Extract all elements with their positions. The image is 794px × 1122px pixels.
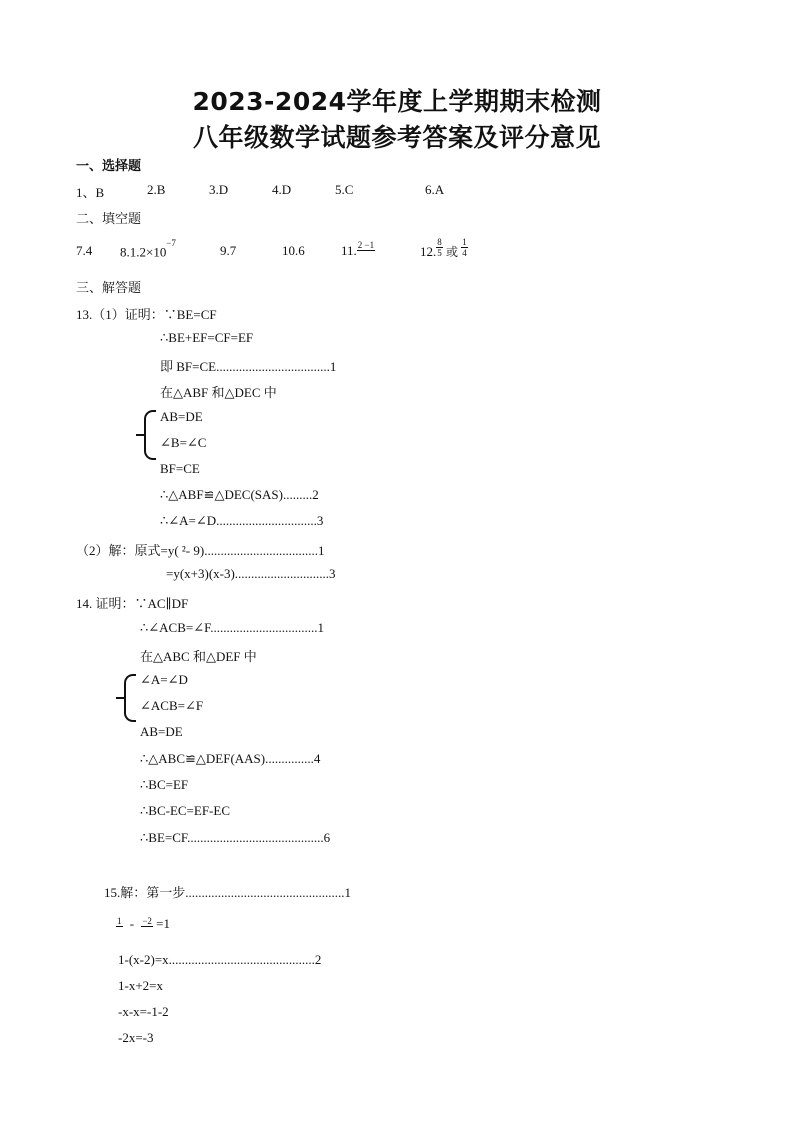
section-heading-fill: 二、填空题 bbox=[76, 212, 142, 227]
document-title-line1: 2023-2024学年度上学期期末检测 bbox=[192, 87, 602, 116]
q14-line-1: 14. 证明：∵AC∥DF bbox=[76, 596, 189, 611]
fill-answer-11: 11. 2 −1 bbox=[341, 239, 375, 258]
q14-line-10: ∴BE=CF..........................................6 bbox=[140, 830, 331, 845]
mc-answer-3: 3.D bbox=[209, 182, 229, 197]
q14-condition-1: ∠A=∠D bbox=[140, 672, 188, 687]
q13-brace bbox=[144, 410, 156, 460]
fill-answer-10: 10.6 bbox=[282, 243, 305, 258]
q14-line-2: ∴∠ACB=∠F.................................1 bbox=[140, 620, 325, 635]
q14-line-7: ∴△ABC≌△DEF(AAS)...............4 bbox=[140, 751, 321, 766]
q14-line-3: 在△ABC 和△DEF 中 bbox=[140, 649, 257, 664]
q13-line-9: ∴∠A=∠D...............................3 bbox=[160, 513, 324, 528]
q13-line-4: 在△ABF 和△DEC 中 bbox=[160, 385, 277, 400]
q15-line-1: 15.解：第一步.................................................1 bbox=[104, 885, 352, 900]
q15-line-4: 1-x+2=x bbox=[118, 978, 163, 993]
q15-equation-fraction: 1 - −2 =1 bbox=[117, 915, 171, 931]
q14-brace bbox=[124, 674, 136, 722]
q13-line-1: 13.（1）证明：∵BE=CF bbox=[76, 307, 217, 322]
q13-line-2: ∴BE+EF=CF=EF bbox=[160, 330, 254, 345]
q13-line-8: ∴△ABF≌△DEC(SAS).........2 bbox=[160, 487, 319, 502]
q13-line-3: 即 BF=CE...................................1 bbox=[160, 359, 337, 374]
mc-answer-1: 1、B bbox=[76, 185, 105, 200]
fill-answer-8: $8.1.2\times 10^{-7}$ bbox=[120, 238, 176, 260]
section-heading-choice: 一、选择题 bbox=[76, 159, 142, 174]
q15-line-3: 1-(x-2)=x.............................................2 bbox=[118, 952, 322, 967]
q14-line-9: ∴BC-EC=EF-EC bbox=[140, 803, 230, 818]
q14-condition-3: AB=DE bbox=[140, 724, 183, 739]
document-title-line2: 八年级数学试题参考答案及评分意见 bbox=[192, 123, 601, 152]
fill-answer-9: 9.7 bbox=[220, 243, 237, 258]
section-heading-solution: 三、解答题 bbox=[76, 281, 142, 296]
mc-answer-4: 4.D bbox=[272, 182, 292, 197]
q13-part2-line-2: =y(x+3)(x-3).............................3 bbox=[166, 566, 336, 581]
fill-answer-12: 12. $\frac{8}{5}$ 或 $\frac{1}{4}$ bbox=[420, 237, 467, 260]
mc-answer-2: 2.B bbox=[147, 182, 166, 197]
fill-answer-7: 7.4 bbox=[76, 243, 93, 258]
mc-answer-6: 6.A bbox=[425, 182, 445, 197]
q13-condition-1: AB=DE bbox=[160, 409, 203, 424]
q15-line-5: -x-x=-1-2 bbox=[118, 1004, 169, 1019]
q13-part2-line-1: （2）解：原式=y( ²- 9)...................................1 bbox=[76, 543, 325, 558]
q14-line-8: ∴BC=EF bbox=[140, 777, 189, 792]
q13-condition-3: BF=CE bbox=[160, 461, 200, 476]
q15-line-6: -2x=-3 bbox=[118, 1030, 154, 1045]
q14-condition-2: ∠ACB=∠F bbox=[140, 698, 204, 713]
mc-answer-5: 5.C bbox=[335, 182, 354, 197]
q13-condition-2: ∠B=∠C bbox=[160, 435, 207, 450]
